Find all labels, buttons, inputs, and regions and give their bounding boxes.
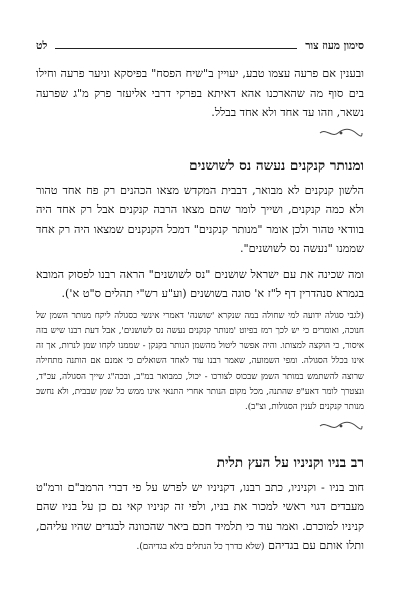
section1-paragraph-2: ומה שכינה את עם ישראל שושנים "נס לשושנים" הראה רבנו לפסוק המובא בגמרא סנהדרין דף ל"ז א' סוגה בשושנים (וע"ע רש"י תהלים ס"ט א'). (36, 267, 364, 300)
intro-paragraph: ובענין אם פרעה עצמו טבע, יעויין ב"שיח הפסח" בפיסקא וניער פרעה וחילו בים סוף מה שהארכנו אהא דאיתא בפרקי דרבי אליעזר פרק מ"ג שפרעה נשאר, וזהו עד אחד ולא אחד בבלל. (36, 67, 364, 119)
flourish-icon (318, 128, 364, 138)
page-content (36, 64, 364, 558)
section1-note: (לגבי סגולה ידועה למי שחולה במה שנקרא 'שושנה' דאמרי אינשי כסגולה ליקח מנותר השמן של חנוכה, ואומרים כי יש לכך רמז בפיוט 'מנותר קנקנים נעשה נס לשושנים', אבל דעת רבנו שיש בזה איסור, כי הוקצה למצותו. והיה אפשר ליטול מהשמן הנותר בקנקן - שממנו לקחו שמן לנרות, אך זה אינו בכלל הסגולה. ומפי השמועה, שאמר רבנו עוד לאחד השואלים כי אמנם אם הותנה מתחילה שרוצה להשתמש במותר השמן שבכוס לצורכו - יכול, כמבואר במ"ב, ובכה"ג שייך הסגולה, עכ"ד, ונצטרך לומר דאע"פ שהתנה, מכל מקום הנותר אחרי התנאי אינו ממש כל שמן שבבית, ולא נחשב מנותר קנקנים לענין הסגולות, וצ"ב). (36, 310, 364, 413)
book-title: סימון מעוז צור (305, 40, 364, 52)
section2-paragraph (36, 478, 364, 558)
section2-text: חוב בניו - וקניניו, כתב רבנו, דקניניו יש לפרש על פי דברי הרמב"ם ורמ"ט מעבדים דגוי ראשי למכור את בניו, ולפי זה קניניו קאי נם כן על בניו שהם קניניו למוכרם. ואמר עוד כי תלמיד חכם ביאר שהכוונה לבגדים שהיו עליהם, ותלו אותם עם בגדיהם (36, 480, 364, 553)
section1-paragraph-1: הלשון קנקנים לא מבואר, דבבית המקדש מצאו הכהנים רק פח אחד טהור ולא כמה קנקנים, ושייך לומר שהם מצאו הרבה קנקנים אבל רק אחד היה בוודאי טהור ולכן אומר "מנותר קנקנים" דמכל הקנקנים שמצאו היה רק אחד שממנו "נעשה נס לשושנים". (36, 183, 364, 255)
section2-small-text: (שלא כדרך כל הנתלים בלא בגדיהם). (136, 542, 265, 553)
header-rule (55, 48, 297, 49)
running-header (36, 34, 364, 52)
page-number: לט (36, 40, 48, 52)
section-divider-ornament-2 (36, 416, 364, 438)
section-heading-shoshanim: ומנותר קנקנים נעשה נס לשושנים (189, 157, 364, 174)
section-heading-tree: רב בניו וקניניו על העץ תלית (216, 454, 364, 471)
flourish-icon (318, 421, 364, 431)
section-divider-ornament (36, 123, 364, 145)
